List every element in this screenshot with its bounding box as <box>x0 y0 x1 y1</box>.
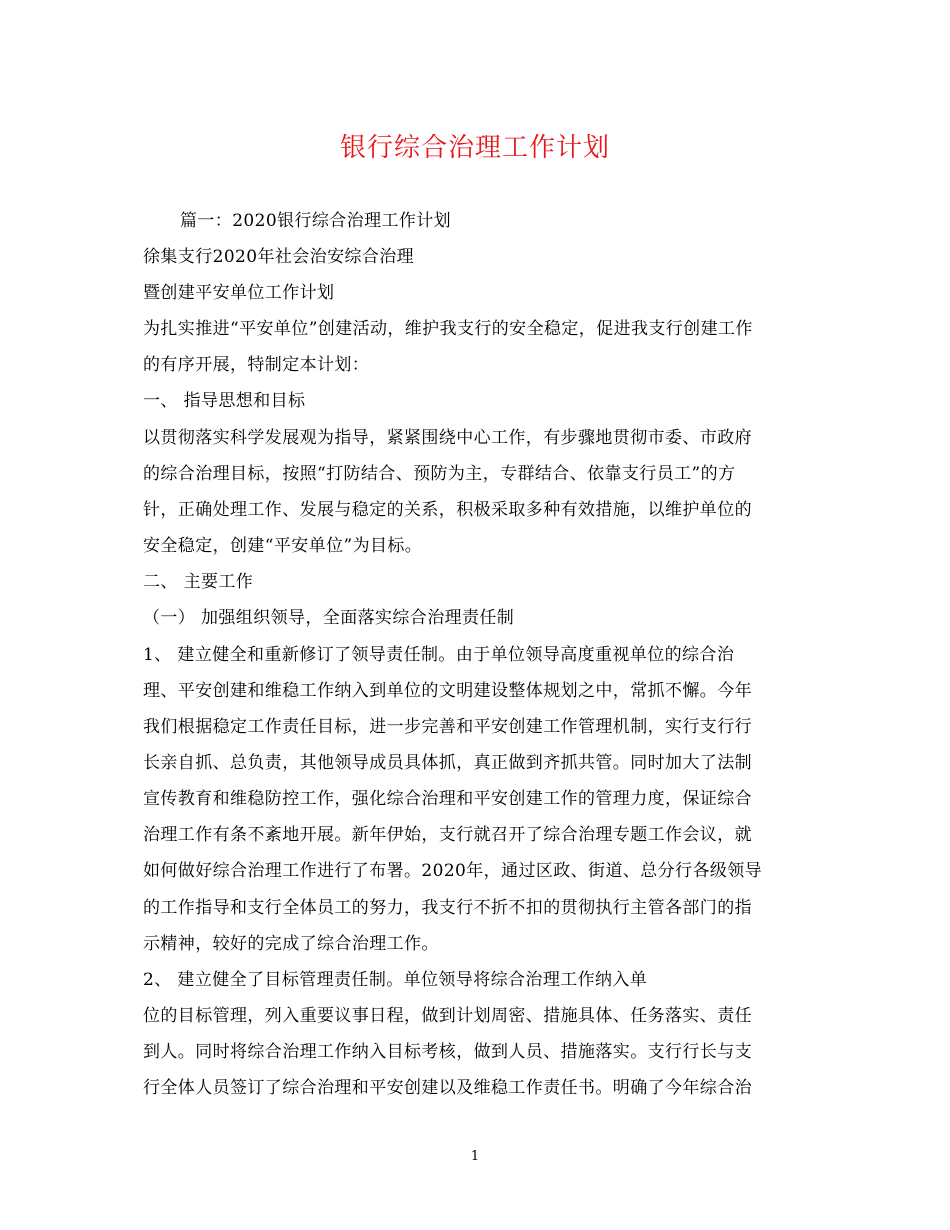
body-line: 2、 建立健全了目标管理责任制。单位领导将综合治理工作纳入单 <box>143 970 648 990</box>
body-line: 的综合治理目标，按照“打防结合、预防为主，专群结合、依靠支行员工”的方 <box>143 464 736 484</box>
subsection-heading: （一） 加强组织领导，全面落实综合治理责任制 <box>143 608 515 628</box>
body-line: 的有序开展，特制定本计划： <box>143 355 370 375</box>
body-line: 为扎实推进“平安单位”创建活动，维护我支行的安全稳定，促进我支行创建工作 <box>143 319 753 339</box>
document-title: 银行综合治理工作计划 <box>339 133 610 163</box>
body-line: 的工作指导和支行全体员工的努力，我支行不折不扣的贯彻执行主管各部门的指 <box>143 898 752 918</box>
body-line: 1、 建立健全和重新修订了领导责任制。由于单位领导高度重视单位的综合治 <box>143 645 735 665</box>
body-line: 位的目标管理，列入重要议事日程，做到计划周密、措施具体、任务落实、责任 <box>143 1006 752 1026</box>
body-line: 示精神，较好的完成了综合治理工作。 <box>143 934 439 954</box>
body-line: 行全体人员签订了综合治理和平安创建以及维稳工作责任书。明确了今年综合治 <box>143 1078 752 1098</box>
body-line: 篇一：2020银行综合治理工作计划 <box>180 211 452 231</box>
body-line: 宣传教育和维稳防控工作，强化综合治理和平安创建工作的管理力度，保证综合 <box>143 789 752 809</box>
body-line: 到人。同时将综合治理工作纳入目标考核，做到人员、措施落实。支行行长与支 <box>143 1042 752 1062</box>
body-line: 如何做好综合治理工作进行了布署。2020年，通过区政、街道、总分行各级领导 <box>143 861 763 881</box>
body-line: 以贯彻落实科学发展观为指导，紧紧围绕中心工作，有步骤地贯彻市委、市政府 <box>143 428 752 448</box>
body-line: 针，正确处理工作、发展与稳定的关系，积极采取多种有效措施，以维护单位的 <box>143 500 752 520</box>
body-line: 理、平安创建和维稳工作纳入到单位的文明建设整体规划之中，常抓不懈。今年 <box>143 681 752 701</box>
body-line: 安全稳定，创建“平安单位”为目标。 <box>143 536 423 556</box>
section-heading: 一、 指导思想和目标 <box>143 391 306 411</box>
body-line: 长亲自抓、总负责，其他领导成员具体抓，真正做到齐抓共管。同时加大了法制 <box>143 753 752 773</box>
body-line: 徐集支行2020年社会治安综合治理 <box>143 247 415 267</box>
page-number: 1 <box>470 1149 480 1164</box>
body-line: 我们根据稳定工作责任目标，进一步完善和平安创建工作管理机制，实行支行行 <box>143 717 752 737</box>
body-line: 治理工作有条不紊地开展。新年伊始，支行就召开了综合治理专题工作会议，就 <box>143 825 752 845</box>
section-heading: 二、 主要工作 <box>143 572 254 592</box>
body-line: 暨创建平安单位工作计划 <box>143 283 335 303</box>
